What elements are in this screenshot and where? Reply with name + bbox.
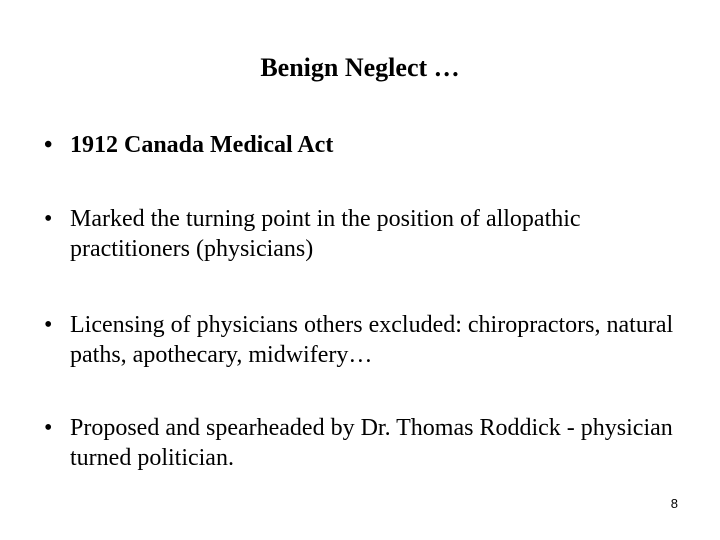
bullet-dot-icon: • [44, 415, 53, 441]
bullet-dot-icon: • [44, 312, 53, 338]
bullet-item-1 [44, 130, 684, 160]
bullet-text-4: Proposed and spearheaded by Dr. Thomas Roddick - physician turned politician. [70, 415, 673, 471]
page-number: 8 [670, 496, 678, 511]
bullet-item-2 [44, 204, 684, 264]
slide-title: Benign Neglect … [260, 53, 460, 82]
bullet-item-3 [44, 310, 684, 370]
bullet-text-3: Licensing of physicians others excluded: chiropractors, natural paths, apothecary, midwifery… [70, 312, 674, 368]
bullet-dot-icon: • [44, 206, 53, 232]
bullet-text-2: Marked the turning point in the position of allopathic practitioners (physicians) [70, 206, 581, 262]
bullet-text-1: 1912 Canada Medical Act [70, 132, 334, 158]
bullet-dot-icon: • [44, 132, 53, 158]
bullet-item-4 [44, 413, 684, 473]
